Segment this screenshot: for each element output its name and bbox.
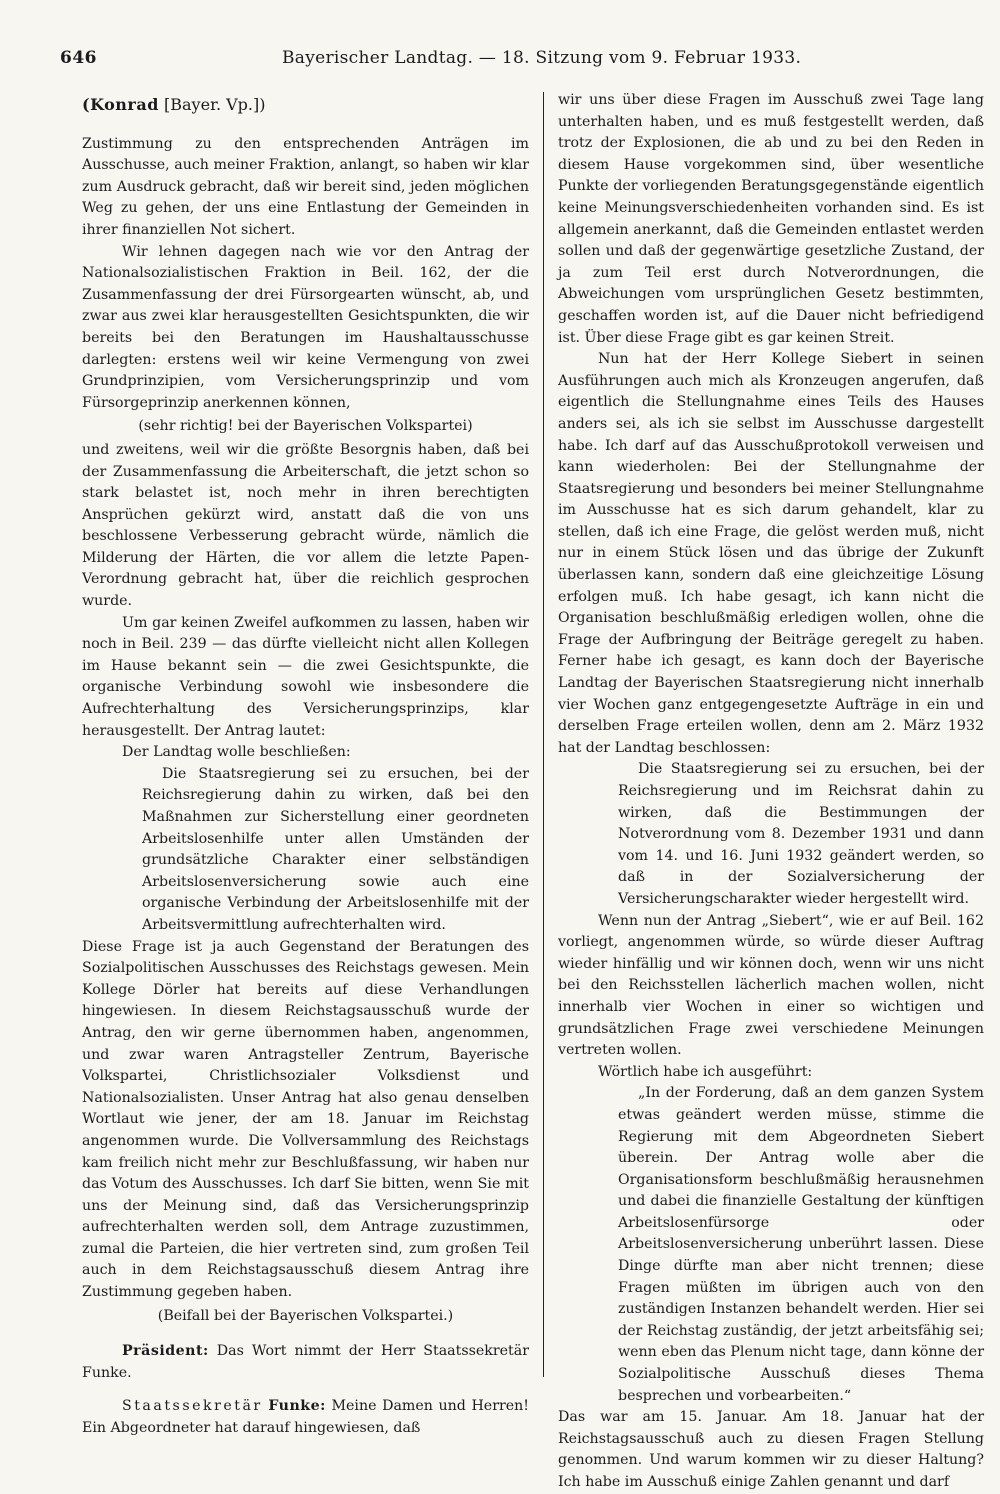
- speaker-party: [Bayer. Vp.]): [164, 95, 266, 114]
- paragraph: Nun hat der Herr Kollege Siebert in seinen Ausführungen auch mich als Kronzeugen angerufen, daß eigentlich die Stellungnahme eines Teils des Hauses anders sei, als ich sie selbst im Ausschusse dargestellt habe. Ich darf auf das Ausschußprotokoll verweisen und kann wiederholen: Bei der Stellungnahme der Staatsregierung und besonders bei meiner Stellungnahme im Ausschusse hat es sich darum gehandelt, klar zu stellen, daß ich eine Frage, die gelöst werden muß, nicht nur in einem Stück lösen und das übrige der Zukunft überlassen kann, sondern daß eine gleichzeitige Lösung erfolgen muß. Ich habe gesagt, ich kann nicht die Organisation beschlußmäßig erledigen wollen, ohne die Frage der Aufbringung der Beiträge geregelt zu haben. Ferner habe ich gesagt, es kann doch der Bayerische Landtag der Bayerischen Staatsregierung nicht innerhalb vier Wochen ganz entgegengesetzte Aufträge in ein und derselben Frage erteilen wollen, denn am 2. März 1932 hat der Landtag beschlossen:: [558, 351, 984, 756]
- paragraph: Wörtlich habe ich ausgeführt:: [598, 1063, 813, 1080]
- president-statement: [82, 1341, 529, 1384]
- paragraph: Zustimmung zu den entsprechenden Anträgen im Ausschusse, auch meiner Fraktion, anlangt, so haben wir klar zum Ausdruck gebracht, daß wir bereit sind, jeden möglichen Weg zu gehen, der uns eine Entlastung der Gemeinden in ihrer finanziellen Not sichert.: [82, 135, 529, 238]
- paragraph: und zweitens, weil wir die größte Besorgnis haben, daß bei der Zusammenfassung die Arbeiterschaft, die jetzt schon so stark belastet ist, noch mehr in ihren berechtigten Ansprüchen gekürzt wird, anstatt daß die von uns beschlossene Verbesserung gebracht würde, nämlich die Milderung der Härten, die vor allem die letzte Papen-Verordnung gebracht hat, über die reichlich gesprochen wurde.: [82, 441, 529, 610]
- page-header: [60, 48, 965, 74]
- paragraph: Diese Frage ist ja auch Gegenstand der Beratungen des Sozialpolitischen Ausschusses des Reichstags gewesen. Mein Kollege Dörler hat bereits auf diese Verhandlungen hingewiesen. In diesem Reichstagsausschuß wurde der Antrag, den wir gerne übernommen haben, angenommen, und zwar waren Antragsteller Zentrum, Bayerische Volkspartei, Christlichsozialer Volksdienst und Nationalsozialisten. Unser Antrag hat also genau denselben Wortlaut wie jener, der am 18. Januar im Reichstag angenommen wurde. Die Vollversammlung des Reichstags kam freilich nicht mehr zur Beschlußfassung, wir haben nur das Votum des Ausschusses. Ich darf Sie bitten, wenn Sie mit uns der Meinung sind, daß das Versicherungsprinzip aufrechterhalten werden soll, dem Antrage zuzustimmen, zumal die Parteien, die hier vertreten sind, zum großen Teil auch in dem Reichstagsausschuß diesem Antrag ihre Zustimmung gegeben haben.: [82, 938, 529, 1301]
- quote-intro: Der Landtag wolle beschließen:: [122, 744, 351, 761]
- paragraph: Wenn nun der Antrag „Siebert“, wie er auf Beil. 162 vorliegt, angenommen würde, so würde dieser Auftrag wieder hinfällig und wir können doch, wenn wir uns nicht bei den Reichsstellen lächerlich machen wollen, nicht innerhalb vier Wochen in einer so wichtigen und grundsätzlichen Frage zwei verschiedene Meinungen vertreten wollen.: [558, 912, 984, 1059]
- secretary-name: Funke:: [268, 1398, 326, 1415]
- right-column: [558, 90, 984, 1490]
- speaker-heading: [82, 94, 529, 116]
- motion-quote: Die Staatsregierung sei zu ersuchen, bei der Reichsregierung dahin zu wirken, daß bei den Maßnahmen zur Sicherstellung einer geordneten Arbeitslosenhilfe unter allen Umständen der grundsätzliche Charakter einer selbständigen Arbeitslosenversicherung sowie auch eine organische Verbindung der Arbeitslosenhilfe mit der Arbeitsvermittlung aufrechterhalten wird.: [142, 765, 529, 933]
- president-text: Das Wort nimmt der Herr Staatssekretär Funke.: [82, 1343, 529, 1381]
- secretary-text: Meine Damen und Herren! Ein Abgeordneter hat darauf hingewiesen, daß: [82, 1398, 530, 1437]
- page-number: 646: [60, 48, 97, 68]
- statement-quote: „In der Forderung, daß an dem ganzen System etwas geändert werden müsse, stimme die Regierung mit dem Abgeordneten Siebert überein. Der Antrag wolle aber die Organisationsform beschlußmäßig herausnehmen und dabei die finanzielle Gestaltung der künftigen Arbeitslosenfürsorge oder Arbeitslosenversicherung unberührt lassen. Diese Dinge dürfte man aber nicht trennen; diese Fragen müßten im übrigen auch von den zuständigen Instanzen behandelt werden. Hier sei der Reichstag zuständig, der jetzt arbeitsfähig sei; wenn eben das Plenum nicht tage, dann könne der Sozialpolitische Ausschuß dieses Thema besprechen und vorbearbeiten.“: [618, 1085, 984, 1404]
- speaker-name: (Konrad: [82, 95, 159, 114]
- interjection: (sehr richtig! bei der Bayerischen Volkspartei): [138, 418, 473, 435]
- running-title: Bayerischer Landtag. — 18. Sitzung vom 9. Februar 1933.: [282, 48, 802, 68]
- left-column: [82, 94, 530, 1437]
- paragraph: Um gar keinen Zweifel aufkommen zu lassen, haben wir noch in Beil. 239 — das dürfte vielleicht nicht allen Kollegen im Hause bekannt sein — die zwei Gesichtspunkte, die organische Verbindung sowohl wie insbesondere die Aufrechterhaltung des Versicherungsprinzips, klar herausgestellt. Der Antrag lautet:: [82, 614, 529, 739]
- secretary-label: Staatssekretär: [122, 1398, 263, 1415]
- paragraph: Wir lehnen dagegen nach wie vor den Antrag der Nationalsozialistischen Fraktion in Beil. 162, der die Zusammenfassung der drei Fürsorgearten wünscht, ab, und zwar aus zwei klar herausgestellten Gesichtspunkten, die wir bereits bei den Beratungen im Haushaltausschusse darlegten: erstens weil wir keine Vermengung von zwei Grundprinzipien, vom Versicherungsprinzip und vom Fürsorgeprinzip anerkennen können,: [82, 243, 529, 411]
- paragraph: Das war am 15. Januar. Am 18. Januar hat der Reichstagsausschuß auch zu diesen Fragen Stellung genommen. Und warum kommen wir zu dieser Haltung? Ich habe im Ausschuß einige Zahlen genannt und darf: [558, 1409, 984, 1490]
- resolution-quote: Die Staatsregierung sei zu ersuchen, bei der Reichsregierung und im Reichsrat dahin zu wirken, daß die Bestimmungen der Notverordnung vom 8. Dezember 1931 und dann vom 14. und 16. Juni 1932 geändert werden, so daß in der Sozialversicherung der Versicherungscharakter wieder hergestellt wird.: [618, 761, 984, 907]
- president-label: Präsident:: [122, 1343, 209, 1360]
- column-divider: [543, 92, 544, 1377]
- secretary-statement: [82, 1396, 529, 1439]
- paragraph: wir uns über diese Fragen im Ausschuß zwei Tage lang unterhalten haben, und es muß festgestellt werden, daß trotz der Explosionen, die ab und zu bei den Reden in diesem Hause vorgekommen sind, über wesentliche Punkte der vorliegenden Beratungsgegenstände eigentlich keine Meinungsverschiedenheiten vorhanden sind. Es ist allgemein anerkannt, daß die Gemeinden entlastet werden sollen und daß der gegenwärtige gesetzliche Zustand, der ja zum Teil erst durch Notverordnungen, die Abweichungen vom ursprünglichen Gesetz bestimmten, geschaffen worden ist, auf die Dauer nicht befriedigend ist. Über diese Frage gibt es gar keinen Streit.: [558, 92, 984, 346]
- interjection: (Beifall bei der Bayerischen Volkspartei.): [157, 1307, 454, 1324]
